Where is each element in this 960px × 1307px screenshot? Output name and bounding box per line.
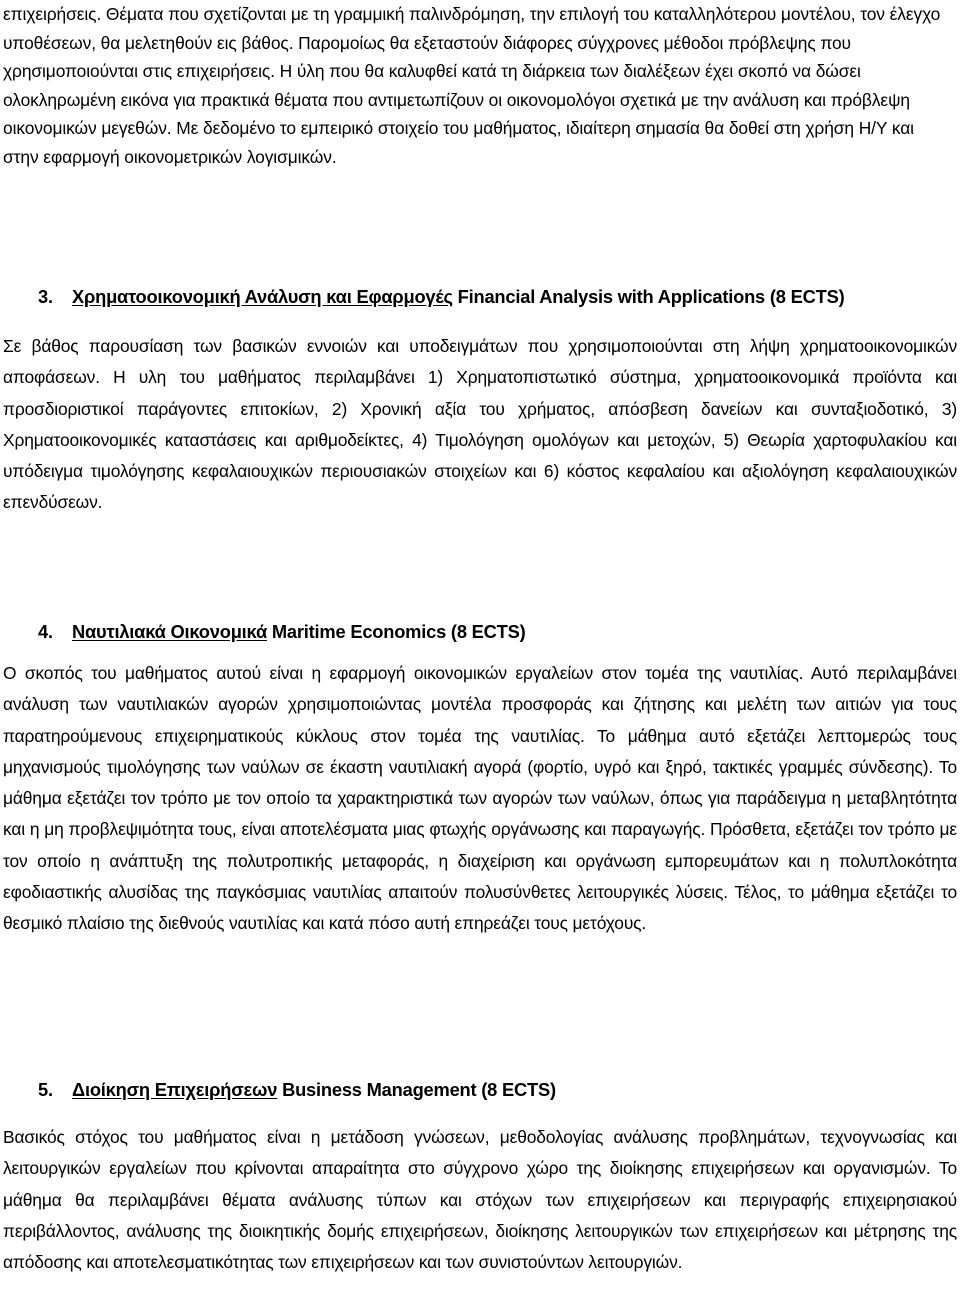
section-number: 3. [38, 286, 53, 307]
section-body-maritime-economics: Ο σκοπός του μαθήματος αυτού είναι η εφαρμογή οικονομικών εργαλείων στον τομέα της ναυτιλίας. Αυτό περιλαμβάνει ανάλυση των ναυτιλιακών αγορών χρησιμοποιώντας μοντέλα προσφοράς και ζήτησης και μελέτη των αιτιών για τους παρατηρούμενους επιχειρηματικούς κύκλους στον τομέα της ναυτιλίας. Το μάθημα αυτό εξετάζει λεπτομερώς τους μηχανισμούς τιμολόγησης των ναύλων σε έκαστη ναυτιλιακή αγορά (φορτίο, υγρό και ξηρό, τακτικές γραμμές σύνδεσης). Το μάθημα εξετάζει τον τρόπο με τον οποίο τα χαρακτηριστικά των αγορών των ναύλων, όπως για παράδειγμα η μεταβλητότητα και η μη προβλεψιμότητα τους, είναι αποτελέσματα μιας φτωχής οργάνωσης και παραγωγής. Πρόσθετα, εξετάζει τον τρόπο με τον οποίο η ανάπτυξη της πολυτροπικής μεταφοράς, η διαχείριση και οργάνωση εμπορευμάτων και η πολυπλοκότητα εφοδιαστικής αλυσίδας της παγκόσμιας ναυτιλίας απαιτούν πολυσύνθετες λειτουργικές λύσεις. Τέλος, το μάθημα εξετάζει το θεσμικό πλαίσιο της διεθνούς ναυτιλίας και κατά πόσο αυτή επηρεάζει τους μετόχους. [3, 663, 957, 934]
section-title-greek: Χρηματοοικονομική Ανάλυση και Εφαρμογές [72, 286, 453, 307]
section-heading-maritime-economics [3, 620, 953, 644]
section-number: 5. [38, 1079, 53, 1100]
section-title-greek: Ναυτιλιακά Οικονομικά [72, 621, 267, 642]
section-title-greek: Διοίκηση Επιχειρήσεων [72, 1079, 278, 1100]
section-title-english: Business Management (8 ECTS) [277, 1079, 556, 1100]
section-heading-business-management [3, 1078, 953, 1102]
section-title-english: Maritime Economics (8 ECTS) [266, 621, 526, 642]
section-body-financial-analysis: Σε βάθος παρουσίαση των βασικών εννοιών και υποδειγμάτων που χρησιμοποιούνται στη λήψη χρηματοοικονομικών αποφάσεων. Η υλη του μαθήματος περιλαμβάνει 1) Χρηματοπιστωτικό σύστημα, χρηματοοικονομικά προϊόντα και προσδιοριστικοί παράγοντες επιτοκίων, 2) Χρονική αξία του χρήματος, απόσβεση δανείων και συνταξιοδοτικό, 3) Χρηματοοικονομικές καταστάσεις και αριθμοδείκτες, 4) Τιμολόγηση ομολόγων και μετοχών, 5) Θεωρία χαρτοφυλακίου και υπόδειγμα τιμολόγησης κεφαλαιουχικών περιουσιακών στοιχείων και 6) κόστος κεφαλαίου και αξιολόγηση κεφαλαιουχικών επενδύσεων. [3, 336, 957, 513]
section-body-business-management: Βασικός στόχος του μαθήματος είναι η μετάδοση γνώσεων, μεθοδολογίας ανάλυσης προβλημάτων, τεχνογνωσίας και λειτουργικών εργαλείων που κρίνονται απαραίτητα στο σύγχρονο χώρο της διοίκησης επιχειρήσεων και οργανισμών. Το μάθημα θα περιλαμβάνει θέματα ανάλυσης τύπων και στόχων των επιχειρήσεων και περιγραφής επιχειρησιακού περιβάλλοντος, ανάλυσης της διοικητικής δομής επιχειρήσεων, διοίκησης λειτουργικών των επιχειρήσεων και μέτρησης της απόδοσης και αποτελεσματικότητας των επιχειρήσεων και των συνιστούντων λειτουργιών. [3, 1127, 957, 1273]
section-heading-financial-analysis [3, 285, 953, 309]
section-number: 4. [38, 621, 53, 642]
section-title-english: Financial Analysis with Applications (8 ECTS) [452, 286, 845, 307]
intro-paragraph: επιχειρήσεις. Θέματα που σχετίζονται με τη γραμμική παλινδρόμηση, την επιλογή του καταλληλότερου μοντέλου, τον έλεγχο υποθέσεων, θα μελετηθούν εις βάθος. Παρομοίως θα εξεταστούν διάφορες σύγχρονες μέθοδοι πρόβλεψης που χρησιμοποιούνται στις επιχειρήσεις. Η ύλη που θα καλυφθεί κατά τη διάρκεια των διαλέξεων έχει σκοπό να δώσει ολοκληρωμένη εικόνα για πρακτικά θέματα που αντιμετωπίζουν οι οικονομολόγοι σχετικά με την ανάλυση και πρόβλεψη οικονομικών μεγεθών. Με δεδομένο το εμπειρικό στοιχείο του μαθήματος, ιδιαίτερη σημασία θα δοθεί στη χρήση Η/Υ και στην εφαρμογή οικονομετρικών λογισμικών. [3, 4, 941, 167]
